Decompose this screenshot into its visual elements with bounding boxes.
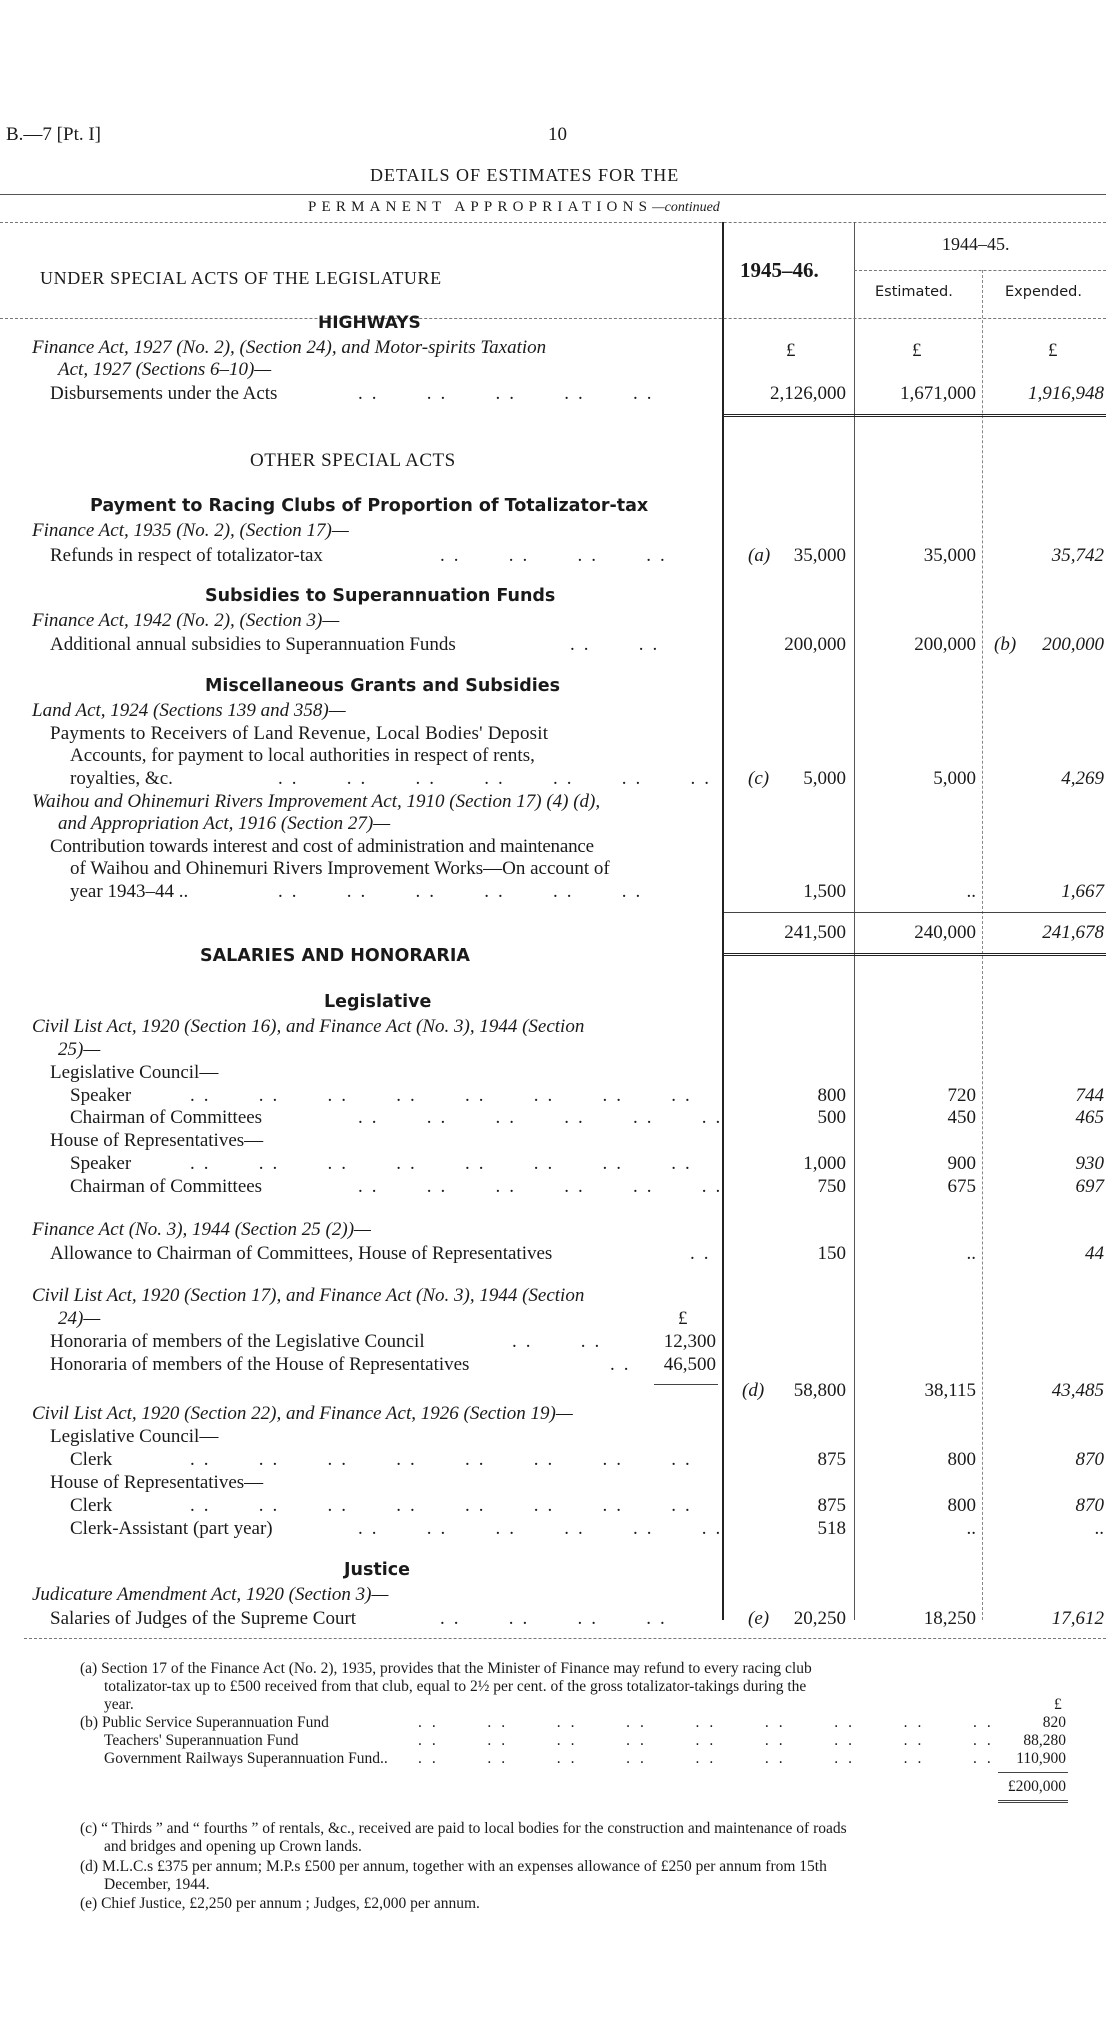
page-number: 10 bbox=[548, 124, 567, 145]
chairman-allowance-value-estimated: .. bbox=[966, 1243, 976, 1264]
superannuation-value-expended: 200,000 bbox=[1042, 634, 1104, 655]
leader-dots: .. .. bbox=[512, 1331, 609, 1352]
finance-25-2-act: Finance Act (No. 3), 1944 (Section 25 (2))— bbox=[32, 1219, 371, 1240]
highways-value-estimated: 1,671,000 bbox=[900, 383, 976, 404]
highways-item-label: Disbursements under the Acts bbox=[50, 383, 278, 404]
house-of-representatives-clerk-group-label: House of Representatives— bbox=[50, 1472, 264, 1493]
footnote-b-amount1: 820 bbox=[1042, 1714, 1066, 1731]
racing-value-estimated: 35,000 bbox=[923, 545, 976, 566]
section-heading-other-special-acts: OTHER SPECIAL ACTS bbox=[250, 450, 456, 471]
land-item-line2: Accounts, for payment to local authorities in respect of rents, bbox=[70, 745, 535, 766]
judges-value-estimated: 18,250 bbox=[923, 1608, 976, 1629]
superannuation-value-1945-46: 200,000 bbox=[784, 634, 846, 655]
leader-dots: .. bbox=[610, 1354, 638, 1375]
footnote-d-line2: December, 1944. bbox=[104, 1876, 210, 1893]
leader-dots: .. .. .. .. .. .. .. .. .. bbox=[418, 1732, 1001, 1749]
leader-dots: .. .. .. .. .. .. .. .. .. bbox=[418, 1750, 1001, 1767]
footnote-c-line1: (c) “ Thirds ” and “ fourths ” of rentals, &c., received are paid to local bodies for the construction and maintenance of roads bbox=[80, 1820, 847, 1837]
leader-dots: .. .. .. .. .. bbox=[358, 383, 661, 404]
superannuation-act: Finance Act, 1942 (No. 2), (Section 3)— bbox=[32, 610, 340, 631]
superannuation-value-estimated: 200,000 bbox=[914, 634, 976, 655]
footnote-a-line1: (a) Section 17 of the Finance Act (No. 2), 1935, provides that the Minister of Finance may refund to every racing club bbox=[80, 1660, 812, 1677]
honoraria-currency-symbol: £ bbox=[678, 1308, 688, 1329]
highways-value-expended: 1,916,948 bbox=[1028, 383, 1104, 404]
footnote-b-amount3: 110,900 bbox=[1016, 1750, 1066, 1767]
leader-dots: .. .. .. .. .. .. .. .. bbox=[190, 1449, 699, 1470]
judges-value-expended: 17,612 bbox=[1051, 1608, 1104, 1629]
footnote-marker-e: (e) bbox=[748, 1608, 770, 1629]
leader-dots: .. .. .. .. .. .. .. bbox=[278, 768, 718, 789]
lc-chairman-value-expended: 465 bbox=[1075, 1107, 1104, 1128]
honoraria-lc-label: Honoraria of members of the Legislative Council bbox=[50, 1331, 425, 1352]
hr-speaker-value-1945-46: 1,000 bbox=[803, 1153, 846, 1174]
honoraria-lc-amount: 12,300 bbox=[663, 1331, 716, 1352]
lc-speaker-value-expended: 744 bbox=[1075, 1085, 1104, 1106]
section-heading-salaries-honoraria: SALARIES AND HONORARIA bbox=[200, 946, 470, 966]
leader-dots: .. .. .. .. .. .. bbox=[358, 1107, 730, 1128]
waihou-item-line2: of Waihou and Ohinemuri Rivers Improvement Works—On account of bbox=[70, 858, 610, 879]
subtitle-continued: —continued bbox=[652, 200, 720, 215]
page-title: DETAILS OF ESTIMATES FOR THE bbox=[370, 165, 680, 185]
leader-dots: .. .. .. .. bbox=[440, 545, 674, 566]
legislative-heading: Legislative bbox=[324, 992, 432, 1012]
land-act: Land Act, 1924 (Sections 139 and 358)— bbox=[32, 700, 346, 721]
leader-dots: .. .. .. .. .. .. bbox=[278, 881, 650, 902]
lc-chairman-label: Chairman of Committees bbox=[70, 1107, 263, 1128]
land-value-1945-46: 5,000 bbox=[803, 768, 846, 789]
hr-chairman-value-estimated: 675 bbox=[947, 1176, 976, 1197]
honoraria-hr-label: Honoraria of members of the House of Representatives bbox=[50, 1354, 470, 1375]
highways-value-1945-46: 2,126,000 bbox=[770, 383, 846, 404]
subtotal-rule bbox=[724, 912, 1106, 913]
hr-speaker-value-expended: 930 bbox=[1075, 1153, 1104, 1174]
judges-salaries-label: Salaries of Judges of the Supreme Court bbox=[50, 1608, 357, 1629]
hr-chairman-value-expended: 697 bbox=[1075, 1176, 1104, 1197]
footnote-b-sum-rule bbox=[998, 1772, 1068, 1773]
hr-chairman-label: Chairman of Committees bbox=[70, 1176, 263, 1197]
leader-dots: .. .. .. .. bbox=[440, 1608, 674, 1629]
hr-speaker-label: Speaker bbox=[70, 1153, 132, 1174]
judicature-act: Judicature Amendment Act, 1920 (Section 3)— bbox=[32, 1584, 389, 1605]
lc-chairman-value-estimated: 450 bbox=[947, 1107, 976, 1128]
group-header-rule bbox=[854, 270, 1106, 271]
chairman-allowance-value-1945-46: 150 bbox=[817, 1243, 846, 1264]
waihou-act-line1: Waihou and Ohinemuri Rivers Improvement Act, 1910 (Section 17) (4) (d), bbox=[32, 791, 601, 812]
lc-clerk-label: Clerk bbox=[70, 1449, 113, 1470]
column-group-1944-45: 1944–45. bbox=[942, 234, 1010, 254]
other-acts-total-expended: 241,678 bbox=[1042, 922, 1104, 943]
table-bottom-rule bbox=[24, 1638, 1106, 1639]
document-reference: B.—7 [Pt. I] bbox=[6, 124, 101, 145]
footnote-b-amount2: 88,280 bbox=[1023, 1732, 1066, 1749]
honoraria-value-1945-46: 58,800 bbox=[793, 1380, 846, 1401]
hr-clerk-value-expended: 870 bbox=[1075, 1495, 1104, 1516]
currency-symbol-col3: £ bbox=[1048, 340, 1058, 361]
footnote-marker-c: (c) bbox=[748, 768, 770, 789]
leader-dots: .. .. .. .. .. .. bbox=[358, 1518, 730, 1539]
leader-dots: .. bbox=[690, 1243, 718, 1264]
lc-clerk-value-expended: 870 bbox=[1075, 1449, 1104, 1470]
subtitle-main: PERMANENT APPROPRIATIONS bbox=[308, 199, 653, 215]
footnote-a-line3: year. bbox=[104, 1696, 134, 1713]
waihou-value-expended: 1,667 bbox=[1061, 881, 1104, 902]
chairman-allowance-label: Allowance to Chairman of Committees, House of Representatives bbox=[50, 1243, 553, 1264]
footnote-b-line1: (b) Public Service Superannuation Fund bbox=[80, 1714, 329, 1731]
chairman-allowance-value-expended: 44 bbox=[1085, 1243, 1104, 1264]
hr-clerk-value-1945-46: 875 bbox=[817, 1495, 846, 1516]
column-divider-2 bbox=[854, 222, 855, 1620]
footnote-e-line1: (e) Chief Justice, £2,250 per annum ; Judges, £2,000 per annum. bbox=[80, 1895, 480, 1912]
civil-list-17-act-line2: 24)— bbox=[58, 1308, 101, 1329]
footnote-c-line2: and bridges and opening up Crown lands. bbox=[104, 1838, 362, 1855]
footnote-d-line1: (d) M.L.C.s £375 per annum; M.P.s £500 per annum, together with an expenses allowance of £250 per annum from 15th bbox=[80, 1858, 827, 1875]
highways-total-rule bbox=[724, 414, 1106, 417]
leader-dots: .. .. .. .. .. .. .. .. bbox=[190, 1085, 699, 1106]
lc-speaker-value-1945-46: 800 bbox=[817, 1085, 846, 1106]
land-value-estimated: 5,000 bbox=[933, 768, 976, 789]
highways-act-line2: Act, 1927 (Sections 6–10)— bbox=[58, 359, 272, 380]
currency-symbol-col2: £ bbox=[912, 340, 922, 361]
footnote-a-line2: totalizator-tax up to £500 received from that club, equal to 2½ per cent. of the gross totalizator-takings during the bbox=[104, 1678, 807, 1695]
footnote-marker-b: (b) bbox=[994, 634, 1017, 655]
footnote-marker-d: (d) bbox=[742, 1380, 765, 1401]
leader-dots: .. .. .. .. .. .. bbox=[358, 1176, 730, 1197]
civil-list-22-act: Civil List Act, 1920 (Section 22), and Finance Act, 1926 (Section 19)— bbox=[32, 1403, 573, 1424]
honoraria-value-expended: 43,485 bbox=[1051, 1380, 1104, 1401]
racing-value-1945-46: 35,000 bbox=[793, 545, 846, 566]
honoraria-value-estimated: 38,115 bbox=[924, 1380, 976, 1401]
civil-list-16-act-line1: Civil List Act, 1920 (Section 16), and Finance Act (No. 3), 1944 (Section bbox=[32, 1016, 585, 1037]
house-of-representatives-label: House of Representatives— bbox=[50, 1130, 264, 1151]
judges-value-1945-46: 20,250 bbox=[793, 1608, 846, 1629]
waihou-item-line1: Contribution towards interest and cost of administration and maintenance bbox=[50, 836, 594, 857]
footnote-b-line2: Teachers' Superannuation Fund bbox=[104, 1732, 299, 1749]
lc-speaker-label: Speaker bbox=[70, 1085, 132, 1106]
waihou-item-line3: year 1943–44 .. bbox=[70, 881, 189, 902]
footnote-b-total: £200,000 bbox=[1007, 1778, 1066, 1795]
left-column-heading: UNDER SPECIAL ACTS OF THE LEGISLATURE bbox=[40, 268, 442, 288]
land-item-line1: Payments to Receivers of Land Revenue, Local Bodies' Deposit bbox=[50, 723, 549, 744]
lc-chairman-value-1945-46: 500 bbox=[817, 1107, 846, 1128]
superannuation-heading: Subsidies to Superannuation Funds bbox=[205, 586, 556, 606]
waihou-value-estimated: .. bbox=[966, 881, 976, 902]
lc-clerk-value-1945-46: 875 bbox=[817, 1449, 846, 1470]
footnote-marker-a: (a) bbox=[748, 545, 771, 566]
footnote-b-line3: Government Railways Superannuation Fund.. bbox=[104, 1750, 388, 1767]
misc-grants-heading: Miscellaneous Grants and Subsidies bbox=[205, 676, 561, 696]
column-header-estimated: Estimated. bbox=[875, 284, 953, 300]
justice-heading: Justice bbox=[344, 1560, 410, 1580]
subtitle-rule bbox=[0, 222, 1106, 223]
civil-list-17-act-line1: Civil List Act, 1920 (Section 17), and Finance Act (No. 3), 1944 (Section bbox=[32, 1285, 585, 1306]
clerk-assistant-label: Clerk-Assistant (part year) bbox=[70, 1518, 273, 1539]
hr-clerk-value-estimated: 800 bbox=[947, 1495, 976, 1516]
clerk-assistant-value-1945-46: 518 bbox=[817, 1518, 846, 1539]
page-subtitle bbox=[308, 199, 720, 216]
hr-chairman-value-1945-46: 750 bbox=[817, 1176, 846, 1197]
honoraria-hr-amount: 46,500 bbox=[663, 1354, 716, 1375]
clerk-assistant-value-expended: .. bbox=[1094, 1518, 1104, 1539]
currency-symbol-col1: £ bbox=[786, 340, 796, 361]
other-acts-total-1945-46: 241,500 bbox=[784, 922, 846, 943]
racing-clubs-heading: Payment to Racing Clubs of Proportion of Totalizator-tax bbox=[90, 496, 649, 516]
racing-act: Finance Act, 1935 (No. 2), (Section 17)— bbox=[32, 520, 349, 541]
leader-dots: .. .. bbox=[570, 634, 667, 655]
highways-act-line1: Finance Act, 1927 (No. 2), (Section 24), and Motor-spirits Taxation bbox=[32, 337, 547, 358]
legislative-council-label: Legislative Council— bbox=[50, 1062, 219, 1083]
column-header-1945-46: 1945–46. bbox=[740, 258, 819, 282]
superannuation-item-label: Additional annual subsidies to Superannuation Funds bbox=[50, 634, 456, 655]
hr-clerk-label: Clerk bbox=[70, 1495, 113, 1516]
racing-item-label: Refunds in respect of totalizator-tax bbox=[50, 545, 323, 566]
section-heading-highways: HIGHWAYS bbox=[318, 313, 421, 333]
lc-clerk-value-estimated: 800 bbox=[947, 1449, 976, 1470]
other-acts-total-rule bbox=[724, 953, 1106, 956]
land-item-line3: royalties, &c. bbox=[70, 768, 173, 789]
column-divider-1 bbox=[722, 222, 724, 1620]
clerk-assistant-value-estimated: .. bbox=[966, 1518, 976, 1539]
honoraria-subtotal-rule bbox=[654, 1384, 718, 1385]
header-rule bbox=[0, 194, 1106, 195]
waihou-act-line2: and Appropriation Act, 1916 (Section 27)— bbox=[58, 813, 391, 834]
other-acts-total-estimated: 240,000 bbox=[914, 922, 976, 943]
waihou-value-1945-46: 1,500 bbox=[803, 881, 846, 902]
land-value-expended: 4,269 bbox=[1061, 768, 1104, 789]
column-divider-3 bbox=[982, 270, 983, 1620]
leader-dots: .. .. .. .. .. .. .. .. .. bbox=[418, 1714, 1001, 1731]
lc-speaker-value-estimated: 720 bbox=[947, 1085, 976, 1106]
legislative-council-clerk-group-label: Legislative Council— bbox=[50, 1426, 219, 1447]
column-header-rule bbox=[0, 318, 1106, 319]
footnote-b-currency: £ bbox=[1054, 1696, 1062, 1713]
civil-list-16-act-line2: 25)— bbox=[58, 1039, 101, 1060]
racing-value-expended: 35,742 bbox=[1051, 545, 1104, 566]
footnote-b-total-rule bbox=[998, 1800, 1068, 1803]
leader-dots: .. .. .. .. .. .. .. .. bbox=[190, 1153, 699, 1174]
column-header-expended: Expended. bbox=[1005, 284, 1082, 300]
hr-speaker-value-estimated: 900 bbox=[947, 1153, 976, 1174]
leader-dots: .. .. .. .. .. .. .. .. bbox=[190, 1495, 699, 1516]
